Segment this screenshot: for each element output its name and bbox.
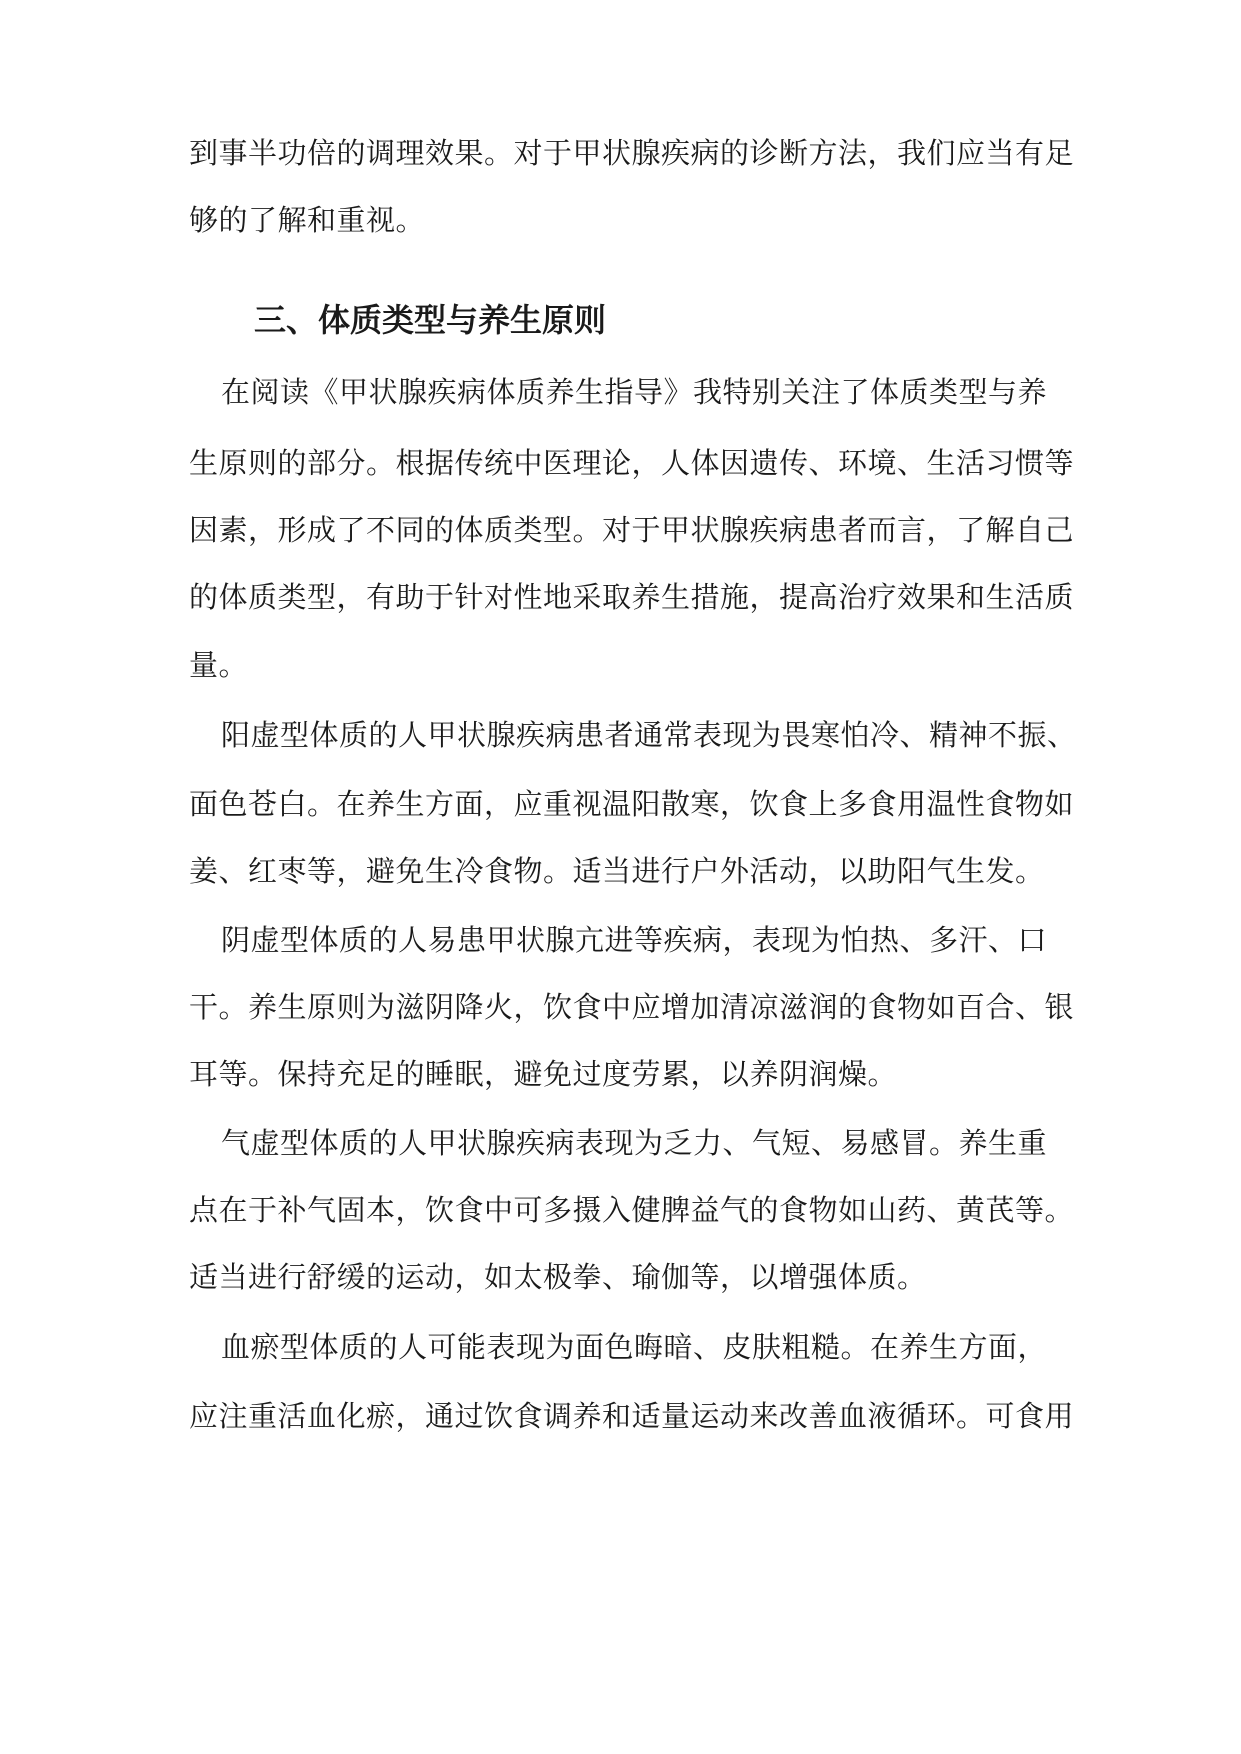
paragraph-line: 干。养生原则为滋阴降火，饮食中应增加清凉滋润的食物如百合、银 [189,990,1075,1024]
continuation-line-1: 到事半功倍的调理效果。对于甲状腺疾病的诊断方法，我们应当有足 [189,136,1075,170]
paragraph-line: 姜、红枣等，避免生冷食物。适当进行户外活动，以助阳气生发。 [189,854,1045,888]
paragraph-line: 生原则的部分。根据传统中医理论，人体因遗传、环境、生活习惯等 [189,446,1075,480]
paragraph-line: 阴虚型体质的人易患甲状腺亢进等疾病，表现为怕热、多汗、口 [221,923,1048,957]
paragraph-line: 在阅读《甲状腺疾病体质养生指导》我特别关注了体质类型与养 [221,375,1048,409]
paragraph-line: 的体质类型，有助于针对性地采取养生措施，提高治疗效果和生活质 [189,580,1075,614]
paragraph-line: 面色苍白。在养生方面，应重视温阳散寒，饮食上多食用温性食物如 [189,787,1075,821]
paragraph-line: 适当进行舒缓的运动，如太极拳、瑜伽等，以增强体质。 [189,1260,927,1294]
section-heading: 三、体质类型与养生原则 [254,301,607,339]
paragraph-line: 点在于补气固本，饮食中可多摄入健脾益气的食物如山药、黄芪等。 [189,1193,1075,1227]
paragraph-line: 血瘀型体质的人可能表现为面色晦暗、皮肤粗糙。在养生方面， [221,1330,1048,1364]
paragraph-line: 气虚型体质的人甲状腺疾病表现为乏力、气短、易感冒。养生重 [221,1126,1048,1160]
paragraph-line: 量。 [189,648,249,682]
continuation-line-2: 够的了解和重视。 [189,203,426,237]
paragraph-line: 耳等。保持充足的睡眠，避免过度劳累，以养阴润燥。 [189,1057,898,1091]
paragraph-line: 因素，形成了不同的体质类型。对于甲状腺疾病患者而言，了解自己 [189,513,1075,547]
paragraph-line: 阳虚型体质的人甲状腺疾病患者通常表现为畏寒怕冷、精神不振、 [221,718,1077,752]
paragraph-line: 应注重活血化瘀，通过饮食调养和适量运动来改善血液循环。可食用 [189,1399,1075,1433]
